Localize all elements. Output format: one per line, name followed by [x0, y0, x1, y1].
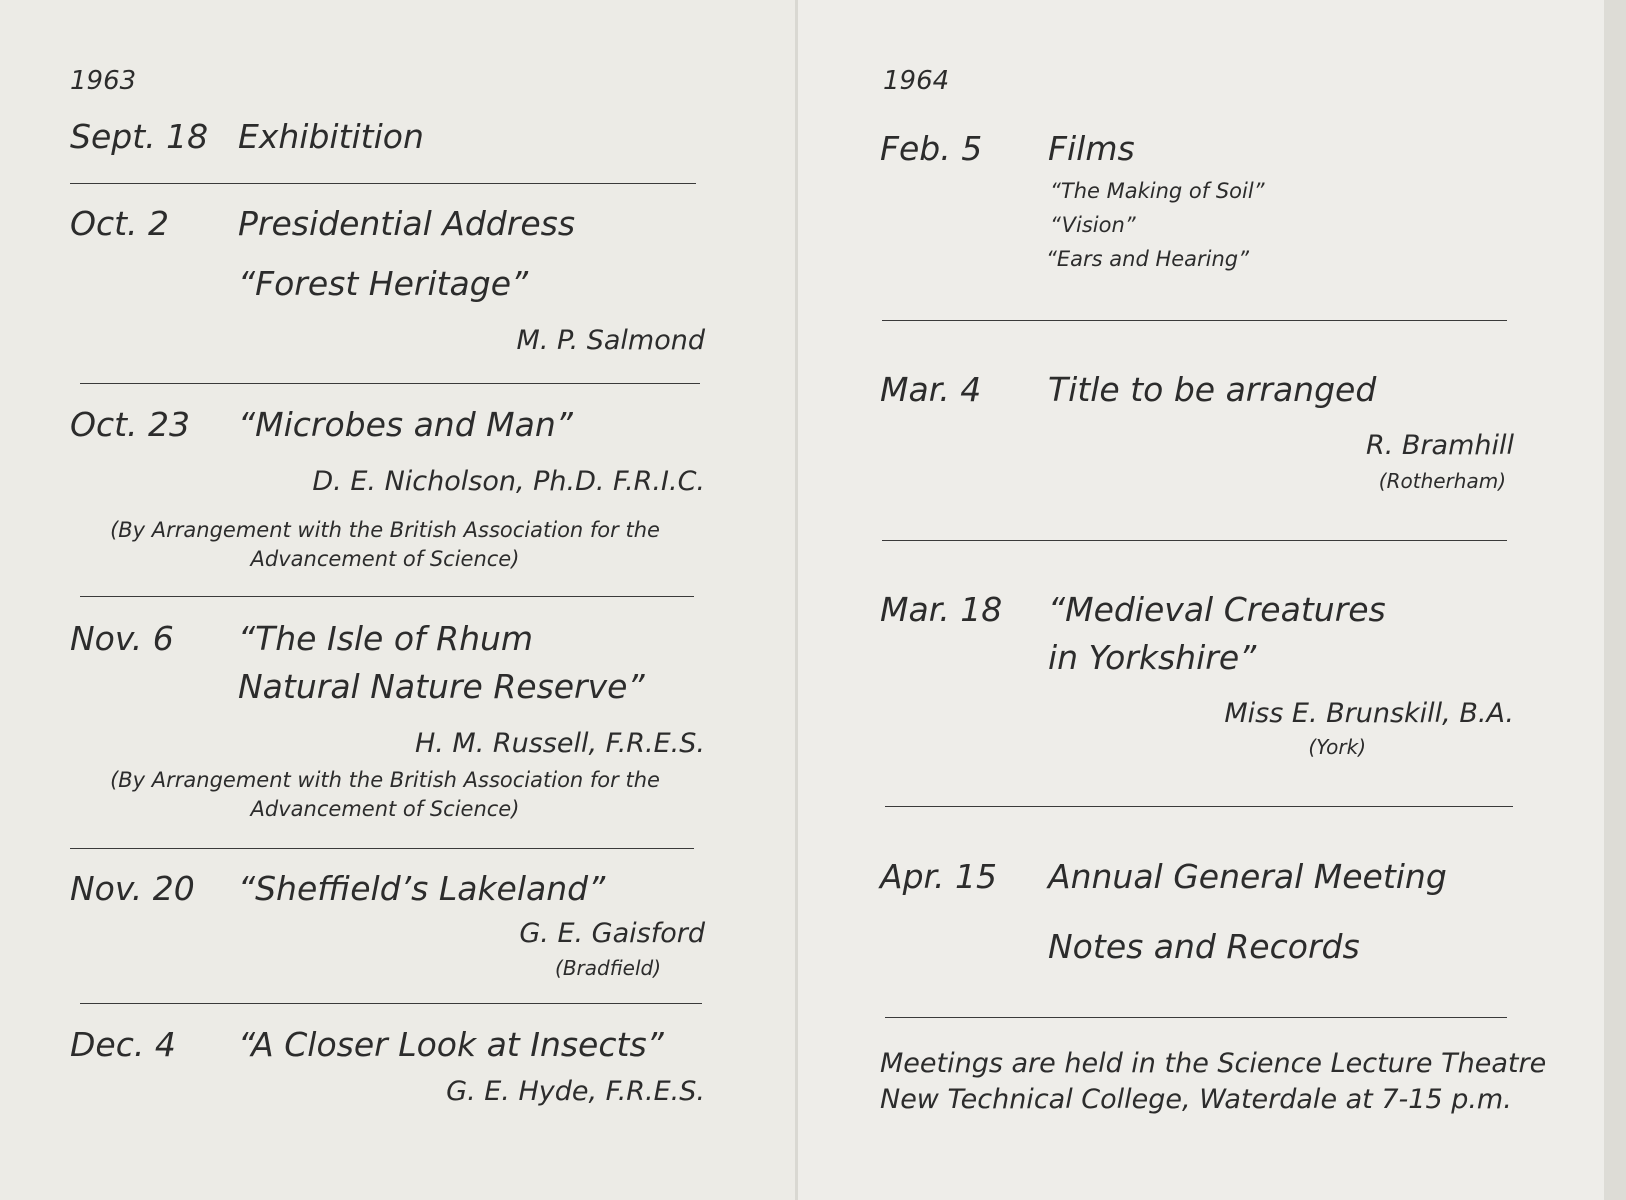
fold-crease [795, 0, 798, 1200]
year-1963: 1963 [70, 66, 137, 96]
divider [885, 1017, 1507, 1018]
year-1964: 1964 [883, 66, 950, 96]
event-title: Exhibitition [238, 117, 424, 156]
event-title: Notes and Records [1048, 927, 1360, 966]
film-title: “Vision” [1050, 213, 1136, 237]
event-speaker: R. Bramhill [1365, 430, 1514, 461]
event-date: Mar. 18 [880, 590, 1003, 629]
event-note: (By Arrangement with the British Association for the [110, 518, 660, 542]
event-date: Oct. 2 [70, 204, 170, 243]
left-panel [0, 0, 796, 1200]
event-title: Title to be arranged [1048, 370, 1377, 409]
event-note: Advancement of Science) [250, 547, 520, 571]
event-speaker: Miss E. Brunskill, B.A. [1224, 698, 1514, 729]
event-title: Annual General Meeting [1048, 857, 1447, 896]
event-note: (By Arrangement with the British Association for the [110, 768, 660, 792]
event-speaker: H. M. Russell, F.R.E.S. [414, 728, 705, 759]
event-date: Dec. 4 [70, 1025, 176, 1064]
event-date: Apr. 15 [880, 857, 998, 896]
film-title: “Ears and Hearing” [1046, 247, 1250, 271]
event-title: Presidential Address [238, 204, 576, 243]
event-date: Mar. 4 [880, 370, 982, 409]
divider [80, 1003, 702, 1004]
event-date: Nov. 20 [70, 869, 195, 908]
meeting-info: Meetings are held in the Science Lecture Theatre [880, 1048, 1547, 1079]
event-title: “Medieval Creatures [1048, 590, 1386, 629]
event-place: (Rotherham) [1378, 469, 1506, 493]
divider [80, 383, 700, 384]
event-title: Natural Nature Reserve” [238, 667, 645, 706]
event-title: “The Isle of Rhum [238, 619, 534, 658]
event-place: (Bradfield) [555, 956, 661, 980]
event-date: Feb. 5 [880, 129, 983, 168]
event-date: Nov. 6 [70, 619, 174, 658]
event-title: in Yorkshire” [1048, 638, 1257, 677]
event-date: Sept. 18 [70, 117, 209, 156]
event-title: “Microbes and Man” [238, 405, 573, 444]
event-title: “Sheffield’s Lakeland” [238, 869, 606, 908]
film-title: “The Making of Soil” [1050, 179, 1265, 203]
event-place: (York) [1308, 735, 1366, 759]
card-edge [1604, 0, 1626, 1200]
event-note: Advancement of Science) [250, 797, 520, 821]
divider [882, 540, 1507, 541]
divider [70, 183, 696, 184]
event-speaker: D. E. Nicholson, Ph.D. F.R.I.C. [312, 466, 705, 497]
divider [885, 806, 1513, 807]
divider [70, 848, 694, 849]
event-title: Films [1048, 129, 1135, 168]
divider [80, 596, 694, 597]
divider [882, 320, 1507, 321]
event-title: “A Closer Look at Insects” [238, 1025, 664, 1064]
event-title: “Forest Heritage” [238, 264, 529, 303]
event-speaker: G. E. Hyde, F.R.E.S. [446, 1076, 705, 1107]
meeting-info: New Technical College, Waterdale at 7-15 p.m. [880, 1084, 1512, 1115]
event-speaker: G. E. Gaisford [519, 918, 705, 949]
event-date: Oct. 23 [70, 405, 191, 444]
event-speaker: M. P. Salmond [516, 325, 705, 356]
